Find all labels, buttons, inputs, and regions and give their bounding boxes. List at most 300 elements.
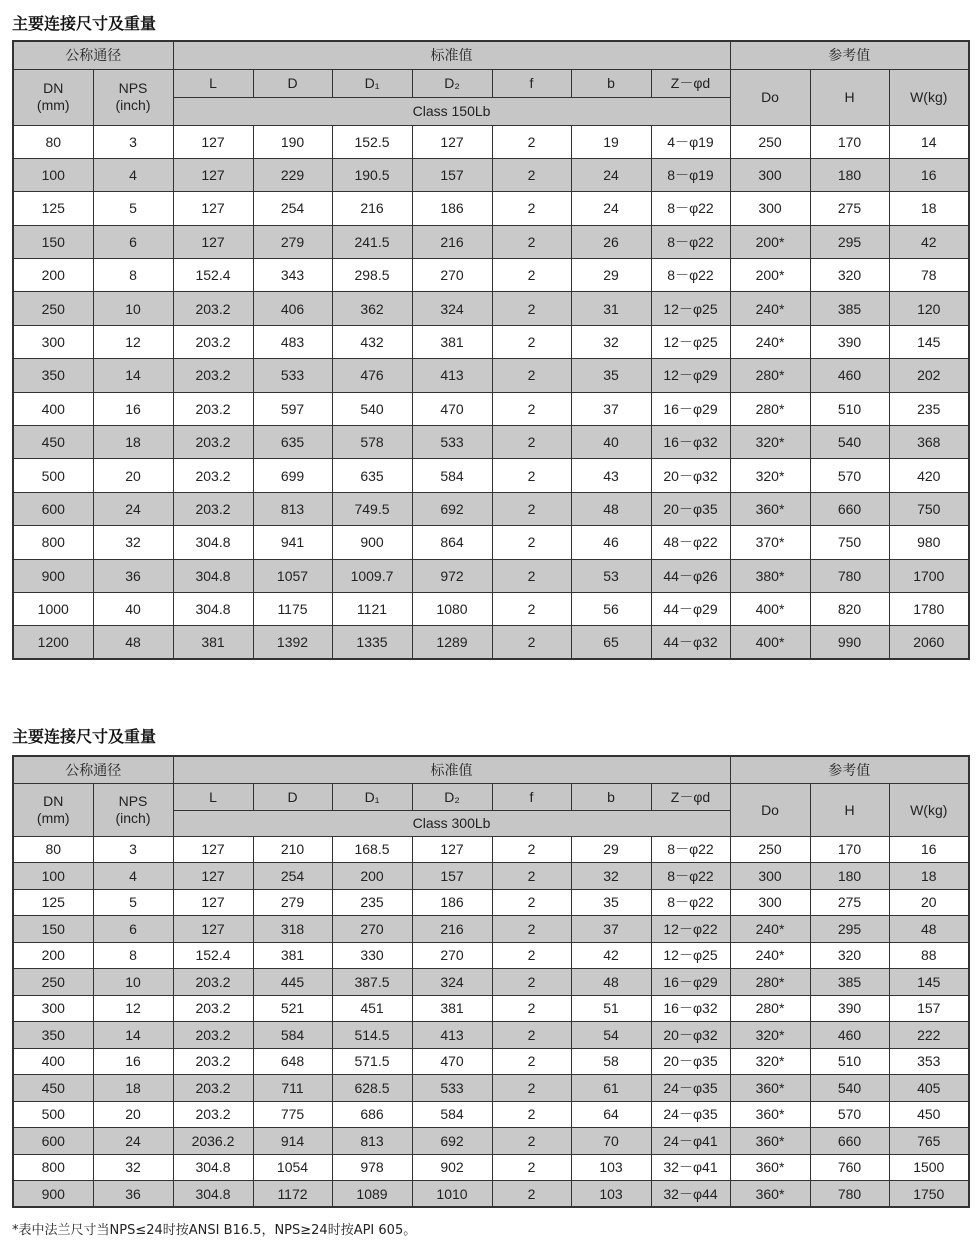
cell-f: 2 xyxy=(492,1181,571,1208)
cell-d2: 324 xyxy=(412,292,492,325)
cell-d: 597 xyxy=(253,392,332,425)
cell-l: 304.8 xyxy=(173,592,253,625)
table-row xyxy=(13,1022,969,1049)
cell-nps: 4 xyxy=(93,863,173,890)
table-row xyxy=(13,259,969,292)
cell-l: 127 xyxy=(173,836,253,863)
cell-b: 51 xyxy=(571,995,651,1022)
cell-dn: 80 xyxy=(13,125,93,158)
cell-nps: 8 xyxy=(93,942,173,969)
header-standard-values: 标准值 xyxy=(173,41,730,69)
cell-do: 320* xyxy=(730,1048,810,1075)
cell-d2: 1289 xyxy=(412,626,492,659)
cell-do: 240* xyxy=(730,916,810,943)
cell-weight: 1750 xyxy=(889,1181,969,1208)
cell-h: 320 xyxy=(810,942,889,969)
header-col-bolt-holes: Z－φd xyxy=(651,783,730,810)
cell-l: 203.2 xyxy=(173,359,253,392)
cell-bolt-holes: 44－φ32 xyxy=(651,626,730,659)
cell-bolt-holes: 44－φ29 xyxy=(651,592,730,625)
cell-f: 2 xyxy=(492,259,571,292)
cell-nps: 14 xyxy=(93,1022,173,1049)
cell-do: 320* xyxy=(730,1022,810,1049)
class-label: Class 300Lb xyxy=(173,810,730,836)
cell-nps: 24 xyxy=(93,492,173,525)
cell-d1: 476 xyxy=(332,359,412,392)
cell-d2: 413 xyxy=(412,1022,492,1049)
cell-dn: 100 xyxy=(13,863,93,890)
cell-b: 53 xyxy=(571,559,651,592)
cell-b: 40 xyxy=(571,426,651,459)
cell-b: 24 xyxy=(571,158,651,191)
cell-weight: 750 xyxy=(889,492,969,525)
cell-bolt-holes: 12－φ22 xyxy=(651,916,730,943)
cell-f: 2 xyxy=(492,559,571,592)
header-col-weight: W(kg) xyxy=(889,69,969,125)
header-col-f: f xyxy=(492,69,571,97)
table-row xyxy=(13,459,969,492)
cell-l: 203.2 xyxy=(173,492,253,525)
cell-dn: 450 xyxy=(13,426,93,459)
cell-l: 152.4 xyxy=(173,942,253,969)
header-nominal-diameter: 公称通径 xyxy=(13,41,173,69)
cell-bolt-holes: 20－φ35 xyxy=(651,492,730,525)
cell-d1: 900 xyxy=(332,526,412,559)
table-row xyxy=(13,836,969,863)
cell-dn: 150 xyxy=(13,225,93,258)
table-row xyxy=(13,1101,969,1128)
cell-l: 127 xyxy=(173,863,253,890)
cell-d2: 324 xyxy=(412,969,492,996)
cell-d1: 628.5 xyxy=(332,1075,412,1102)
cell-d1: 578 xyxy=(332,426,412,459)
cell-d1: 1009.7 xyxy=(332,559,412,592)
cell-d2: 533 xyxy=(412,1075,492,1102)
cell-d: 254 xyxy=(253,863,332,890)
header-nps-unit: (inch) xyxy=(115,809,151,826)
cell-h: 460 xyxy=(810,359,889,392)
cell-f: 2 xyxy=(492,492,571,525)
cell-d2: 864 xyxy=(412,526,492,559)
cell-f: 2 xyxy=(492,192,571,225)
cell-bolt-holes: 20－φ32 xyxy=(651,1022,730,1049)
cell-b: 65 xyxy=(571,626,651,659)
cell-b: 32 xyxy=(571,863,651,890)
cell-l: 2036.2 xyxy=(173,1128,253,1155)
cell-nps: 24 xyxy=(93,1128,173,1155)
cell-l: 127 xyxy=(173,916,253,943)
cell-nps: 16 xyxy=(93,1048,173,1075)
cell-weight: 450 xyxy=(889,1101,969,1128)
cell-do: 200* xyxy=(730,225,810,258)
cell-l: 203.2 xyxy=(173,292,253,325)
cell-l: 127 xyxy=(173,192,253,225)
cell-nps: 3 xyxy=(93,836,173,863)
cell-h: 170 xyxy=(810,836,889,863)
cell-f: 2 xyxy=(492,942,571,969)
cell-f: 2 xyxy=(492,863,571,890)
cell-dn: 300 xyxy=(13,325,93,358)
cell-f: 2 xyxy=(492,592,571,625)
cell-l: 203.2 xyxy=(173,1022,253,1049)
cell-weight: 368 xyxy=(889,426,969,459)
cell-dn: 400 xyxy=(13,392,93,425)
cell-h: 385 xyxy=(810,969,889,996)
table-row xyxy=(13,192,969,225)
cell-l: 304.8 xyxy=(173,1154,253,1181)
cell-d1: 635 xyxy=(332,459,412,492)
cell-weight: 78 xyxy=(889,259,969,292)
class-label: Class 150Lb xyxy=(173,97,730,125)
cell-do: 360* xyxy=(730,492,810,525)
cell-bolt-holes: 32－φ41 xyxy=(651,1154,730,1181)
cell-d: 483 xyxy=(253,325,332,358)
cell-b: 48 xyxy=(571,492,651,525)
cell-h: 780 xyxy=(810,559,889,592)
header-col-d2: D₂ xyxy=(412,783,492,810)
cell-bolt-holes: 16－φ32 xyxy=(651,995,730,1022)
table-row xyxy=(13,426,969,459)
cell-f: 2 xyxy=(492,836,571,863)
cell-bolt-holes: 8－φ22 xyxy=(651,863,730,890)
cell-d1: 330 xyxy=(332,942,412,969)
cell-b: 46 xyxy=(571,526,651,559)
header-dn-unit: (mm) xyxy=(36,97,70,113)
cell-l: 203.2 xyxy=(173,325,253,358)
cell-weight: 145 xyxy=(889,325,969,358)
cell-do: 240* xyxy=(730,942,810,969)
cell-h: 390 xyxy=(810,325,889,358)
cell-b: 32 xyxy=(571,325,651,358)
cell-nps: 48 xyxy=(93,626,173,659)
cell-dn: 900 xyxy=(13,559,93,592)
cell-bolt-holes: 16－φ32 xyxy=(651,426,730,459)
cell-nps: 20 xyxy=(93,459,173,492)
cell-l: 304.8 xyxy=(173,526,253,559)
cell-d1: 241.5 xyxy=(332,225,412,258)
cell-dn: 900 xyxy=(13,1181,93,1208)
cell-nps: 8 xyxy=(93,259,173,292)
cell-do: 250 xyxy=(730,125,810,158)
cell-h: 760 xyxy=(810,1154,889,1181)
cell-f: 2 xyxy=(492,1101,571,1128)
cell-l: 203.2 xyxy=(173,1101,253,1128)
cell-l: 127 xyxy=(173,889,253,916)
table-row xyxy=(13,969,969,996)
cell-f: 2 xyxy=(492,969,571,996)
cell-d2: 127 xyxy=(412,125,492,158)
cell-d1: 152.5 xyxy=(332,125,412,158)
cell-dn: 1000 xyxy=(13,592,93,625)
cell-bolt-holes: 12－φ25 xyxy=(651,325,730,358)
cell-do: 320* xyxy=(730,459,810,492)
cell-do: 360* xyxy=(730,1128,810,1155)
cell-d: 1057 xyxy=(253,559,332,592)
cell-dn: 600 xyxy=(13,1128,93,1155)
header-col-f: f xyxy=(492,783,571,810)
cell-dn: 250 xyxy=(13,969,93,996)
cell-h: 570 xyxy=(810,1101,889,1128)
cell-dn: 300 xyxy=(13,995,93,1022)
cell-do: 320* xyxy=(730,426,810,459)
cell-d2: 381 xyxy=(412,325,492,358)
cell-d: 406 xyxy=(253,292,332,325)
cell-bolt-holes: 20－φ35 xyxy=(651,1048,730,1075)
cell-weight: 420 xyxy=(889,459,969,492)
cell-nps: 4 xyxy=(93,158,173,191)
cell-d1: 451 xyxy=(332,995,412,1022)
cell-d: 445 xyxy=(253,969,332,996)
cell-b: 103 xyxy=(571,1181,651,1208)
cell-nps: 6 xyxy=(93,916,173,943)
cell-b: 42 xyxy=(571,942,651,969)
cell-weight: 222 xyxy=(889,1022,969,1049)
cell-weight: 235 xyxy=(889,392,969,425)
cell-l: 304.8 xyxy=(173,1181,253,1208)
cell-nps: 18 xyxy=(93,426,173,459)
header-col-l: L xyxy=(173,783,253,810)
cell-d: 1175 xyxy=(253,592,332,625)
cell-b: 29 xyxy=(571,836,651,863)
cell-b: 31 xyxy=(571,292,651,325)
cell-h: 990 xyxy=(810,626,889,659)
cell-d2: 584 xyxy=(412,459,492,492)
cell-weight: 405 xyxy=(889,1075,969,1102)
cell-d2: 186 xyxy=(412,192,492,225)
cell-h: 510 xyxy=(810,1048,889,1075)
cell-b: 54 xyxy=(571,1022,651,1049)
header-nps xyxy=(93,783,173,836)
cell-h: 170 xyxy=(810,125,889,158)
cell-b: 56 xyxy=(571,592,651,625)
cell-d2: 270 xyxy=(412,942,492,969)
header-col-do: Do xyxy=(730,69,810,125)
cell-l: 127 xyxy=(173,225,253,258)
table-row xyxy=(13,492,969,525)
cell-f: 2 xyxy=(492,1128,571,1155)
cell-d2: 902 xyxy=(412,1154,492,1181)
cell-d: 318 xyxy=(253,916,332,943)
cell-dn: 400 xyxy=(13,1048,93,1075)
cell-do: 360* xyxy=(730,1075,810,1102)
cell-do: 360* xyxy=(730,1154,810,1181)
cell-d: 584 xyxy=(253,1022,332,1049)
cell-weight: 145 xyxy=(889,969,969,996)
cell-weight: 157 xyxy=(889,995,969,1022)
table-row xyxy=(13,292,969,325)
cell-h: 540 xyxy=(810,1075,889,1102)
header-col-d1: D₁ xyxy=(332,783,412,810)
cell-dn: 1200 xyxy=(13,626,93,659)
cell-f: 2 xyxy=(492,392,571,425)
cell-nps: 32 xyxy=(93,1154,173,1181)
cell-d2: 470 xyxy=(412,392,492,425)
cell-b: 35 xyxy=(571,359,651,392)
cell-f: 2 xyxy=(492,158,571,191)
header-col-b: b xyxy=(571,783,651,810)
cell-b: 24 xyxy=(571,192,651,225)
cell-nps: 32 xyxy=(93,526,173,559)
cell-do: 250 xyxy=(730,836,810,863)
cell-b: 37 xyxy=(571,916,651,943)
cell-bolt-holes: 8－φ22 xyxy=(651,889,730,916)
cell-dn: 450 xyxy=(13,1075,93,1102)
cell-d1: 200 xyxy=(332,863,412,890)
cell-d2: 1010 xyxy=(412,1181,492,1208)
cell-l: 304.8 xyxy=(173,559,253,592)
cell-d1: 1121 xyxy=(332,592,412,625)
cell-weight: 980 xyxy=(889,526,969,559)
cell-dn: 800 xyxy=(13,1154,93,1181)
header-col-d2: D₂ xyxy=(412,69,492,97)
cell-d: 533 xyxy=(253,359,332,392)
cell-bolt-holes: 4－φ19 xyxy=(651,125,730,158)
cell-do: 360* xyxy=(730,1101,810,1128)
header-nominal-diameter: 公称通径 xyxy=(13,756,173,783)
cell-dn: 500 xyxy=(13,459,93,492)
cell-b: 64 xyxy=(571,1101,651,1128)
cell-b: 35 xyxy=(571,889,651,916)
table-row xyxy=(13,559,969,592)
cell-do: 300 xyxy=(730,889,810,916)
cell-d: 711 xyxy=(253,1075,332,1102)
cell-f: 2 xyxy=(492,626,571,659)
header-col-l: L xyxy=(173,69,253,97)
cell-d2: 127 xyxy=(412,836,492,863)
cell-d2: 692 xyxy=(412,492,492,525)
header-dn xyxy=(13,783,93,836)
cell-f: 2 xyxy=(492,325,571,358)
cell-nps: 20 xyxy=(93,1101,173,1128)
cell-dn: 250 xyxy=(13,292,93,325)
cell-d1: 813 xyxy=(332,1128,412,1155)
header-col-d: D xyxy=(253,69,332,97)
cell-d: 210 xyxy=(253,836,332,863)
cell-b: 70 xyxy=(571,1128,651,1155)
cell-weight: 353 xyxy=(889,1048,969,1075)
cell-d1: 298.5 xyxy=(332,259,412,292)
cell-dn: 80 xyxy=(13,836,93,863)
cell-b: 29 xyxy=(571,259,651,292)
cell-h: 820 xyxy=(810,592,889,625)
cell-d: 914 xyxy=(253,1128,332,1155)
cell-d2: 584 xyxy=(412,1101,492,1128)
cell-h: 180 xyxy=(810,863,889,890)
cell-d1: 1089 xyxy=(332,1181,412,1208)
header-dn-label: DN xyxy=(43,792,64,809)
cell-d2: 381 xyxy=(412,995,492,1022)
cell-do: 240* xyxy=(730,325,810,358)
cell-f: 2 xyxy=(492,1075,571,1102)
header-dn-label: DN xyxy=(43,80,64,96)
header-col-weight: W(kg) xyxy=(889,783,969,836)
cell-h: 295 xyxy=(810,916,889,943)
cell-do: 360* xyxy=(730,1181,810,1208)
cell-bolt-holes: 12－φ25 xyxy=(651,942,730,969)
table-row xyxy=(13,1181,969,1208)
table-row xyxy=(13,942,969,969)
cell-bolt-holes: 8－φ22 xyxy=(651,259,730,292)
cell-h: 570 xyxy=(810,459,889,492)
cell-weight: 16 xyxy=(889,158,969,191)
cell-bolt-holes: 48－φ22 xyxy=(651,526,730,559)
cell-weight: 765 xyxy=(889,1128,969,1155)
cell-d2: 470 xyxy=(412,1048,492,1075)
header-dn-unit: (mm) xyxy=(36,809,70,826)
cell-d2: 533 xyxy=(412,426,492,459)
cell-d2: 157 xyxy=(412,863,492,890)
cell-b: 43 xyxy=(571,459,651,492)
cell-bolt-holes: 8－φ22 xyxy=(651,225,730,258)
cell-weight: 1700 xyxy=(889,559,969,592)
table-row xyxy=(13,916,969,943)
cell-d: 279 xyxy=(253,225,332,258)
cell-d: 813 xyxy=(253,492,332,525)
cell-bolt-holes: 20－φ32 xyxy=(651,459,730,492)
cell-dn: 350 xyxy=(13,1022,93,1049)
cell-d1: 235 xyxy=(332,889,412,916)
cell-nps: 6 xyxy=(93,225,173,258)
cell-b: 19 xyxy=(571,125,651,158)
cell-d1: 270 xyxy=(332,916,412,943)
cell-do: 280* xyxy=(730,359,810,392)
cell-nps: 12 xyxy=(93,325,173,358)
cell-nps: 40 xyxy=(93,592,173,625)
cell-d: 1054 xyxy=(253,1154,332,1181)
cell-nps: 36 xyxy=(93,559,173,592)
cell-l: 203.2 xyxy=(173,1048,253,1075)
cell-weight: 18 xyxy=(889,192,969,225)
cell-nps: 18 xyxy=(93,1075,173,1102)
cell-l: 203.2 xyxy=(173,426,253,459)
cell-do: 400* xyxy=(730,626,810,659)
cell-d2: 216 xyxy=(412,916,492,943)
cell-f: 2 xyxy=(492,359,571,392)
table-row xyxy=(13,1048,969,1075)
cell-bolt-holes: 32－φ44 xyxy=(651,1181,730,1208)
cell-bolt-holes: 8－φ19 xyxy=(651,158,730,191)
cell-d: 775 xyxy=(253,1101,332,1128)
cell-d1: 362 xyxy=(332,292,412,325)
cell-do: 240* xyxy=(730,292,810,325)
cell-do: 380* xyxy=(730,559,810,592)
cell-d2: 692 xyxy=(412,1128,492,1155)
cell-weight: 48 xyxy=(889,916,969,943)
cell-l: 152.4 xyxy=(173,259,253,292)
cell-d1: 540 xyxy=(332,392,412,425)
cell-d: 1392 xyxy=(253,626,332,659)
cell-d2: 413 xyxy=(412,359,492,392)
cell-d2: 972 xyxy=(412,559,492,592)
cell-d1: 432 xyxy=(332,325,412,358)
header-col-do: Do xyxy=(730,783,810,836)
cell-weight: 1780 xyxy=(889,592,969,625)
cell-b: 58 xyxy=(571,1048,651,1075)
cell-f: 2 xyxy=(492,125,571,158)
cell-f: 2 xyxy=(492,459,571,492)
cell-d: 343 xyxy=(253,259,332,292)
cell-d: 254 xyxy=(253,192,332,225)
cell-nps: 12 xyxy=(93,995,173,1022)
cell-do: 400* xyxy=(730,592,810,625)
cell-f: 2 xyxy=(492,1048,571,1075)
header-col-b: b xyxy=(571,69,651,97)
header-nps-label: NPS xyxy=(118,792,148,809)
table-row xyxy=(13,359,969,392)
cell-b: 26 xyxy=(571,225,651,258)
cell-d1: 1335 xyxy=(332,626,412,659)
cell-bolt-holes: 24－φ35 xyxy=(651,1075,730,1102)
